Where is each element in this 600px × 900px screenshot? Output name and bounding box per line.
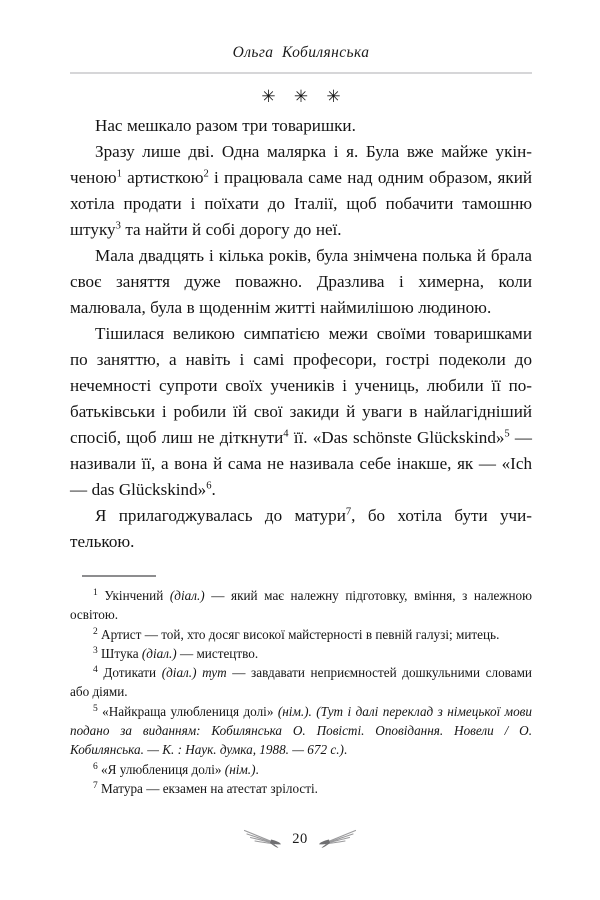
footnote-marker-2: 2 — [93, 626, 98, 637]
footnote-6-text-after: . — [255, 761, 259, 777]
paragraph-4 — [70, 321, 532, 503]
paragraph-2-segment-c: і працювала саме над одним образом, який хотіла продати і поїхати до Італії, щоб побачити тамошню штуку — [70, 168, 532, 239]
footnote-item-7 — [70, 779, 532, 798]
footnote-ref-3[interactable]: 3 — [115, 220, 121, 232]
paragraph-2 — [70, 139, 532, 243]
footnote-1-text-before: Укінчений — [97, 588, 170, 603]
footnote-3-text-after: — мистецтво. — [176, 645, 259, 661]
footnote-ref-2[interactable]: 2 — [203, 168, 209, 180]
footnote-marker-6: 6 — [93, 761, 98, 772]
paragraph-5-segment-b: , бо хотіла бути учителькою. — [70, 506, 532, 551]
footnote-2-text: Артист — той, хто досяг високої майстерності в певній галузі; митець. — [97, 626, 500, 642]
paragraph-4-segment-b: її. «Das schönste Glückskind» — [288, 428, 505, 447]
footnote-marker-7: 7 — [93, 780, 98, 791]
footnote-5-italic: (нім.). (Тут і далі переклад з німецької мови подано за виданням: Кобилянська О. Повісті. Оповідання. Новели / О. Кобилянська. — К. : Наук. думка, 1988. — 672 с.) — [70, 703, 533, 758]
paragraph-5 — [70, 503, 532, 555]
paragraph-1: Нас мешкало разом три товаришки. — [95, 116, 356, 135]
footnote-3-text-before: Штука — [97, 645, 142, 661]
footnote-marker-5: 5 — [93, 703, 98, 714]
footnote-ref-6[interactable]: 6 — [206, 480, 212, 492]
page-number: 20 — [292, 830, 308, 847]
footnote-1-italic: (діал.) — [169, 588, 205, 603]
paragraph-4-segment-c: — називали її, а вона й сама не називала себе інакше, як — «Ich — das Glückskind» — [70, 428, 532, 499]
left-wing-ornament-icon — [243, 828, 283, 850]
footnote-4-text-after: — завдавати неприємностей дошкульними словами або діями. — [70, 665, 532, 700]
paragraph-2-segment-d: та найти й собі дорогу до неї. — [120, 220, 342, 239]
footnote-5-text-before: «Найкраща улюблениця долі» — [97, 703, 278, 719]
footnote-item-6 — [70, 760, 532, 779]
section-divider-asterisks: ✳ ✳ ✳ — [261, 87, 348, 106]
paragraph-2-segment-a: Зразу лише дві. Одна малярка і я. Була вже майже укінченою — [70, 142, 532, 187]
body-text-block — [70, 84, 532, 555]
footnote-item-4 — [70, 663, 532, 702]
footnote-item-2 — [70, 625, 532, 644]
paragraph-3: Мала двадцять і кілька років, була знімчена полька й брала своє заняття дуже поважно. Дразлива і химерна, коли малювала, була в щоденнім житті наймилішою людиною. — [70, 246, 532, 317]
footnote-ref-7[interactable]: 7 — [345, 506, 352, 518]
paragraph-5-segment-a: Я прилагоджувалась до матури — [95, 506, 346, 525]
paragraph-2-segment-b: артисткою — [121, 168, 204, 187]
footnote-item-3 — [70, 644, 532, 663]
footnote-item-1 — [70, 586, 532, 625]
footnote-4-italic: (діал.) тут — [161, 665, 227, 681]
page-footer-folio — [0, 828, 600, 850]
footnote-separator-rule — [82, 575, 156, 577]
footnote-ref-4[interactable]: 4 — [283, 428, 289, 440]
footnote-1-text-after: — який має належну підготовку, вміння, з належною освітою. — [70, 588, 532, 623]
header-divider-rule — [70, 72, 532, 74]
footnote-ref-5[interactable]: 5 — [504, 428, 510, 440]
footnote-marker-3: 3 — [93, 645, 98, 656]
footnote-marker-1: 1 — [93, 587, 98, 598]
footnote-marker-4: 4 — [93, 664, 98, 675]
footnotes-block — [70, 575, 532, 798]
footnote-6-italic: (нім.) — [224, 761, 256, 777]
footnote-5-text-after: . — [343, 742, 348, 758]
footnote-7-text: Матура — екзамен на атестат зрілості. — [97, 780, 318, 796]
footnote-4-text-before: Дотикати — [97, 665, 162, 681]
paragraph-4-segment-a: Тішилася великою симпатією межи своїми товаришками по заняттю, а навіть і самі професори, гострі подеколи до нечемності супроти своїх учеників і учениць, любили її по-батьківськи і робили їй свої закиди й уваги в найлагідніший спосіб, щоб лиш не діткнути — [70, 324, 532, 447]
running-head: Ольга Кобилянська — [232, 44, 370, 61]
footnote-3-italic: (діал.) — [141, 645, 177, 661]
footnote-item-5 — [70, 702, 532, 760]
paragraph-4-segment-d: . — [211, 480, 216, 499]
footnote-ref-1[interactable]: 1 — [116, 168, 122, 180]
right-wing-ornament-icon — [317, 828, 357, 850]
footnote-6-text-before: «Я улюблениця долі» — [97, 761, 225, 777]
